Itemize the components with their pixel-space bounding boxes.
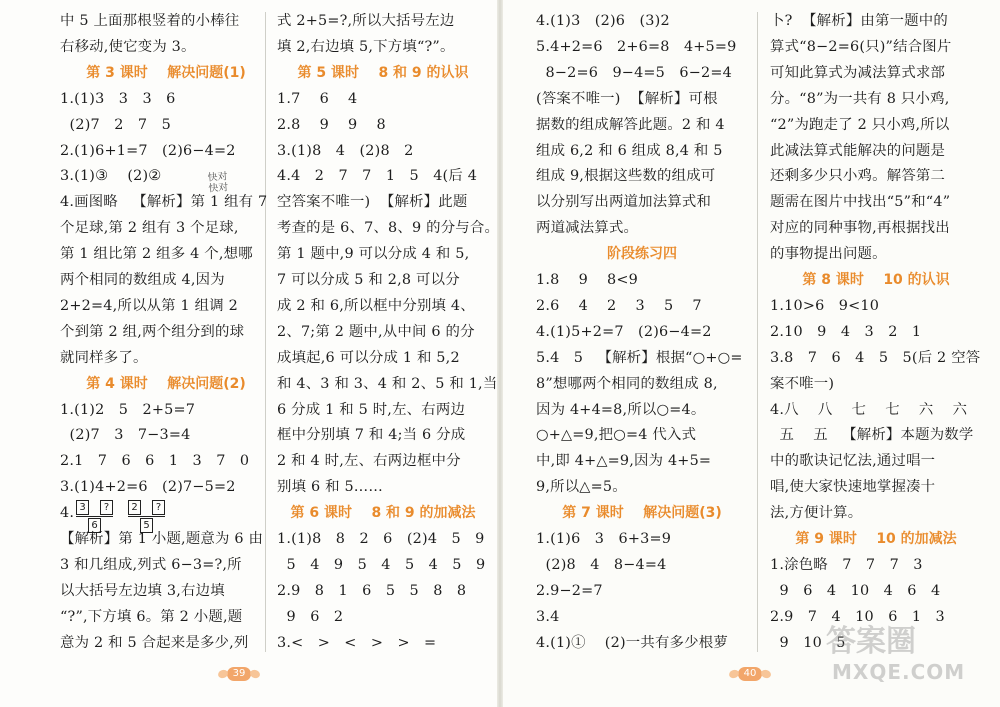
answer-line: 【解析】第 1 小题,题意为 6 由 xyxy=(60,531,264,547)
answer-line: 两道减法算式。 xyxy=(536,220,639,236)
answer-line: 2.9−2=7 xyxy=(536,583,603,599)
answer-line: 2.1 7 6 6 1 3 7 0 xyxy=(60,453,250,469)
answer-line: 填 2,右边填 5,下方填“?”。 xyxy=(277,39,455,55)
answer-line: 右移动,使它变为 3。 xyxy=(60,39,196,55)
answer-line: “?”,下方填 6。第 2 小题,题 xyxy=(60,609,243,625)
answer-line: 别填 6 和 5…… xyxy=(277,479,383,495)
answer-line: 4.(1)3 (2)6 (3)2 xyxy=(536,13,670,29)
answer-line: 成填起,6 可以分成 1 和 5,2 xyxy=(277,350,460,366)
answer-line: 因为 4+4=8,所以○=4。 xyxy=(536,402,706,418)
answer-line: 2、7;第 2 题中,从中间 6 的分 xyxy=(277,324,475,340)
answer-line: 个足球,第 2 组有 3 个足球, xyxy=(60,220,239,236)
answer-line: 3.(1)③ (2)② xyxy=(60,168,162,184)
answer-line: 3.8 7 6 4 5 5(后 2 空答 xyxy=(770,350,981,366)
answer-line: 框中分别填 7 和 4;当 6 分成 xyxy=(277,427,466,443)
answer-line: 还剩多少只小鸡。解答第二 xyxy=(770,168,946,184)
answer-line: 3.(1)4+2=6 (2)7−5=2 xyxy=(60,479,236,495)
answer-line: 3.4 xyxy=(536,609,560,625)
answer-line: 分。“8”为一共有 8 只小鸡, xyxy=(770,91,950,107)
answer-line: ○+△=9,把○=4 代入式 xyxy=(536,427,697,443)
answer-line: 1.(1)2 5 2+5=7 xyxy=(60,402,196,418)
page-number-right: 40 xyxy=(738,667,762,681)
answer-line: “2”为跑走了 2 只小鸡,所以 xyxy=(770,117,950,133)
answer-line: 4. xyxy=(60,505,75,521)
answer-line: 1.(1)8 8 2 6 (2)4 5 9 xyxy=(277,531,485,547)
answer-box: ? xyxy=(100,500,113,515)
answer-line: 中的歌诀记忆法,通过唱一 xyxy=(770,453,936,469)
answer-box: 6 xyxy=(88,518,101,533)
answer-line: 两个相同的数组成 4,因为 xyxy=(60,272,225,288)
answer-line: (2)7 3 7−3=4 xyxy=(60,427,191,443)
answer-line: 和 4、3 和 3、4 和 2、5 和 1,当 xyxy=(277,376,498,392)
answer-box: ? xyxy=(152,500,165,515)
answer-line: 3.(1)8 4 (2)8 2 xyxy=(277,143,414,159)
answer-line: 7 可以分成 5 和 2,8 可以分 xyxy=(277,272,460,288)
handwritten-note: 快对 快对 xyxy=(207,171,229,195)
answer-line: 据数的组成解答此题。2 和 4 xyxy=(536,117,725,133)
answer-line: 5.4+2=6 2+6=8 4+5=9 xyxy=(536,39,737,55)
answer-line: 1.(1)3 3 3 6 xyxy=(60,91,176,107)
answer-line: 以大括号左边填 3,右边填 xyxy=(60,583,225,599)
answer-line: 1.7 6 4 xyxy=(277,91,358,107)
section-heading: 第 8 课时 10 的认识 xyxy=(802,272,950,288)
answer-line: 9 6 4 10 4 6 4 xyxy=(770,583,941,599)
answer-line: 式 2+5=?,所以大括号左边 xyxy=(277,13,455,29)
answer-box: 2 xyxy=(128,500,141,515)
answer-line: 个到第 2 组,两个组分到的球 xyxy=(60,324,245,340)
section-heading: 第 5 课时 8 和 9 的认识 xyxy=(297,65,469,81)
answer-line: 2.8 9 9 8 xyxy=(277,117,386,133)
answer-line: 对应的同种事物,再根据找出 xyxy=(770,220,950,236)
answer-line: (答案不唯一) 【解析】可根 xyxy=(536,91,718,107)
answer-line: 2.9 8 1 6 5 5 8 8 xyxy=(277,583,467,599)
answer-line: 4.画图略 【解析】第 1 组有 7 xyxy=(60,194,268,210)
answer-line: 3.< > < > > = xyxy=(277,635,437,651)
answer-line: 2.(1)6+1=7 (2)6−4=2 xyxy=(60,143,236,159)
answer-line: 3 和几组成,列式 6−3=?,所 xyxy=(60,557,242,573)
answer-line: 意为 2 和 5 合起来是多少,列 xyxy=(60,635,249,651)
book-gutter xyxy=(497,0,503,707)
section-heading: 阶段练习四 xyxy=(607,246,677,262)
answer-line: 此减法算式能解决的问题是 xyxy=(770,143,946,159)
answer-line: 1.10>6 9<10 xyxy=(770,298,880,314)
answer-line: 2.10 9 4 3 2 1 xyxy=(770,324,922,340)
answer-line: 1.(1)6 3 6+3=9 xyxy=(536,531,672,547)
answer-line: 2.6 4 2 3 5 7 xyxy=(536,298,702,314)
watermark-logo: 答案圈 MXQE.COM xyxy=(826,624,966,684)
answer-box: 3 xyxy=(76,500,89,515)
answer-line: 算式“8−2=6(只)”结合图片 xyxy=(770,39,952,55)
answer-line: (2)7 2 7 5 xyxy=(60,117,171,133)
brace-line xyxy=(76,516,113,517)
section-heading: 第 7 课时 解决问题(3) xyxy=(562,505,722,521)
answer-line: 考查的是 6、7、8、9 的分与合。 xyxy=(277,220,500,236)
answer-line: 中,即 4+△=9,因为 4+5= xyxy=(536,453,712,469)
answer-line: 4.八 八 七 七 六 六 xyxy=(770,402,968,418)
answer-line: 组成 6,2 和 6 组成 8,4 和 5 xyxy=(536,143,723,159)
answer-line: 8−2=6 9−4=5 6−2=4 xyxy=(536,65,732,81)
answer-line: 成 2 和 6,所以框中分别填 4、 xyxy=(277,298,475,314)
answer-line: 组成 9,根据这些数的组成可 xyxy=(536,168,716,184)
answer-line: 法,方便计算。 xyxy=(770,505,863,521)
answer-line: 空答案不唯一) 【解析】此题 xyxy=(277,194,468,210)
section-heading: 第 4 课时 解决问题(2) xyxy=(86,376,246,392)
answer-line: 以分别写出两道加法算式和 xyxy=(536,194,712,210)
section-heading: 第 3 课时 解决问题(1) xyxy=(86,65,246,81)
page-number-left: 39 xyxy=(227,667,251,681)
answer-line: 4.(1)5+2=7 (2)6−4=2 xyxy=(536,324,712,340)
answer-line: 1.涂色略 7 7 7 3 xyxy=(770,557,923,573)
answer-line: 题需在图片中找出“5”和“4” xyxy=(770,194,951,210)
answer-line: 第 1 题中,9 可以分成 4 和 5, xyxy=(277,246,470,262)
column-divider xyxy=(265,12,266,652)
section-heading: 第 9 课时 10 的加减法 xyxy=(795,531,957,547)
answer-line: 4.(1)① (2)一共有多少根萝 xyxy=(536,635,728,651)
answer-line: 2 和 4 时,左、右两边框中分 xyxy=(277,453,461,469)
brace-line xyxy=(128,516,165,517)
answer-line: 6 分成 1 和 5 时,左、右两边 xyxy=(277,402,466,418)
answer-line: 4.4 2 7 7 1 5 4(后 4 xyxy=(277,168,478,184)
answer-line: 卜? 【解析】由第一题中的 xyxy=(770,13,948,29)
answer-line: 唱,使大家快速地掌握凑十 xyxy=(770,479,936,495)
answer-line: 5 4 9 5 4 5 4 5 9 xyxy=(277,557,486,573)
answer-line: 就同样多了。 xyxy=(60,350,148,366)
column-divider xyxy=(757,12,758,652)
answer-line: 8”想哪两个相同的数组成 8, xyxy=(536,376,718,392)
answer-line: 2+2=4,所以从第 1 组调 2 xyxy=(60,298,238,314)
section-heading: 第 6 课时 8 和 9 的加减法 xyxy=(290,505,476,521)
answer-line: 9 6 2 xyxy=(277,609,344,625)
answer-line: 的事物提出问题。 xyxy=(770,246,887,262)
answer-line: 可知此算式为减法算式求部 xyxy=(770,65,946,81)
answer-line: 5.4 5 【解析】根据“○+○= xyxy=(536,350,743,366)
answer-line: 中 5 上面那根竖着的小棒往 xyxy=(60,13,240,29)
answer-line: 第 1 组比第 2 组多 4 个,想哪 xyxy=(60,246,253,262)
answer-line: 1.8 9 8<9 xyxy=(536,272,639,288)
answer-line: 9,所以△=5。 xyxy=(536,479,627,495)
answer-line: 9 10 5 xyxy=(770,635,846,651)
answer-line: 2.9 7 4 10 6 1 3 xyxy=(770,609,945,625)
answer-line: (2)8 4 8−4=4 xyxy=(536,557,667,573)
answer-line: 案不唯一) xyxy=(770,376,835,392)
answer-line: 五 五 【解析】本题为数学 xyxy=(770,427,974,443)
answer-box: 5 xyxy=(140,518,153,533)
